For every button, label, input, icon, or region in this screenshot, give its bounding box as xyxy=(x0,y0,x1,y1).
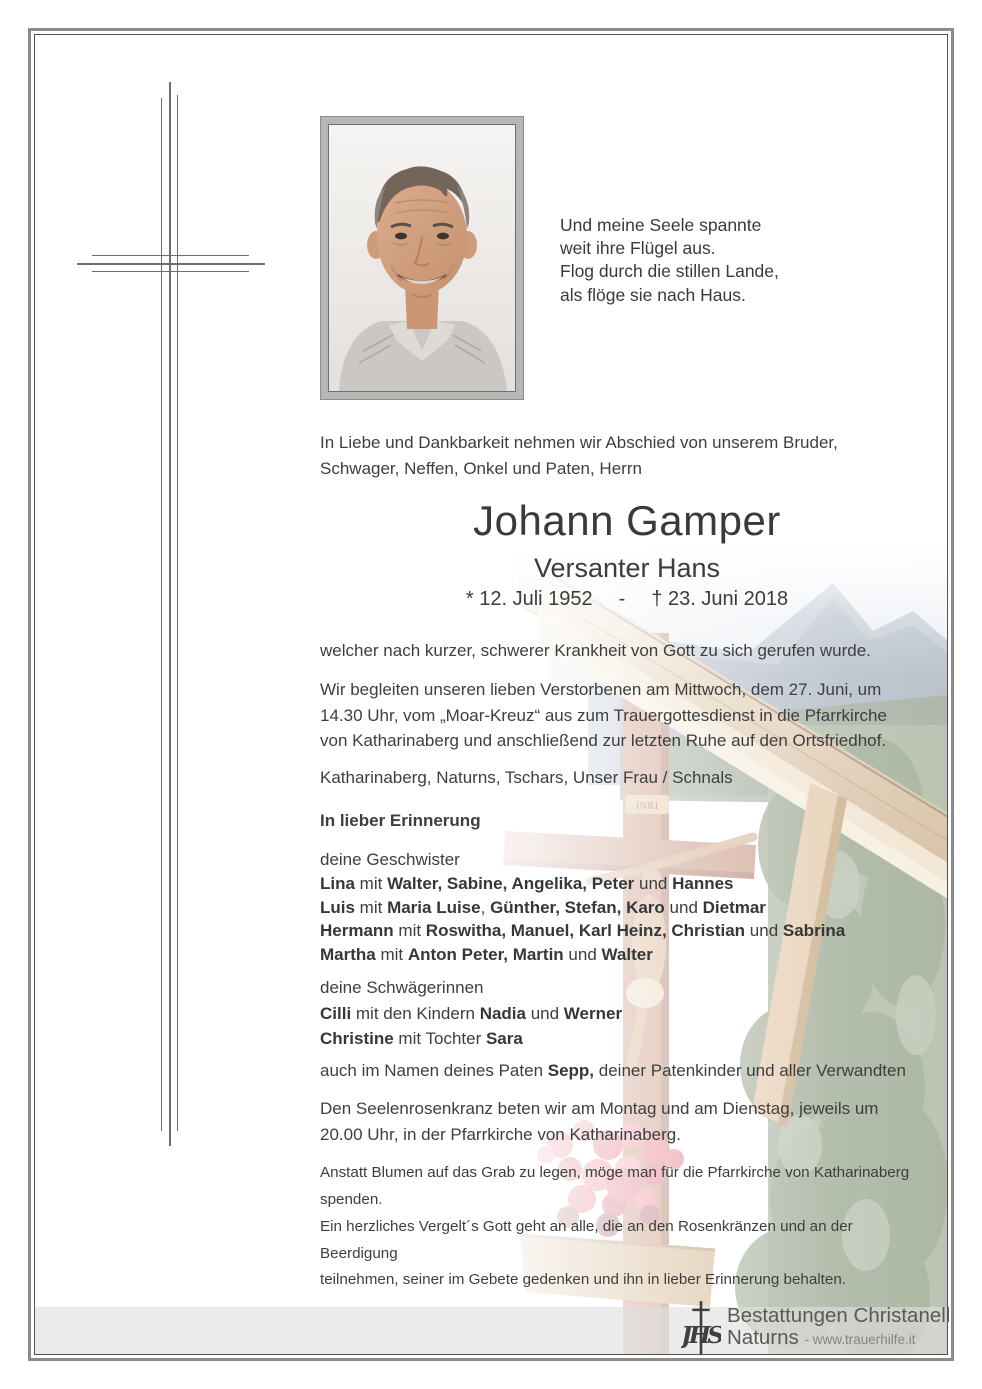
sisters-in-law-label: deine Schwägerinnen xyxy=(320,978,484,997)
cross-horizontal-main xyxy=(77,263,265,265)
portrait-illustration xyxy=(329,125,515,391)
cross-vertical-left xyxy=(161,98,162,1131)
deceased-name: Johann Gamper xyxy=(473,497,781,544)
siblings-label: deine Geschwister xyxy=(320,850,460,869)
website-separator: - xyxy=(804,1332,813,1347)
thanks-paragraph: Ein herzliches Vergelt´s Gott geht an alle, die an den Rosenkränzen und an der Beerdigung teilnehmen, seiner im Gebete gedenken und ihn in lieber Erinnerung behalten. xyxy=(320,1218,853,1288)
cross-horizontal-upper xyxy=(92,255,249,256)
remembrance-heading: In lieber Erinnerung xyxy=(320,811,481,830)
funeral-home-name: Bestattungen Christanell xyxy=(727,1304,951,1327)
dates-separator: - xyxy=(618,588,626,610)
funeral-paragraph: Wir begleiten unseren lieben Verstorbenen am Mittwoch, dem 27. Juni, um 14.30 Uhr, vom „Moar-Kreuz“ aus zum Trauergottesdienst in die Pfarrkirche von Katharinaberg und anschließend zur letzten Ruhe auf den Ortsfriedhof. xyxy=(320,680,887,750)
birth-date: 12. Juli 1952 xyxy=(479,588,593,610)
funeral-home-city: Naturns xyxy=(727,1326,799,1349)
sister-in-law-line: Christine mit Tochter Sara xyxy=(320,1029,523,1048)
life-dates xyxy=(320,587,934,611)
portrait-photo xyxy=(328,124,516,392)
sibling-line: Hermann mit Roswitha, Manuel, Karl Heinz, Christian und Sabrina xyxy=(320,921,846,941)
cross-horizontal-lower xyxy=(92,271,249,272)
cross-vertical-right xyxy=(177,95,178,1131)
godfather-line: auch im Namen deines Paten Sepp, deiner Patenkinder und aller Verwandten xyxy=(320,1061,906,1080)
sibling-line: Luis mit Maria Luise, Günther, Stefan, Karo und Dietmar xyxy=(320,897,766,917)
called-by-god-paragraph: welcher nach kurzer, schwerer Krankheit von Gott zu sich gerufen wurde. xyxy=(320,641,871,660)
website-link[interactable]: www.trauerhilfe.it xyxy=(812,1332,916,1347)
flowers-donation-paragraph: Anstatt Blumen auf das Grab zu legen, möge man für die Pfarrkirche von Katharinaberg spenden. xyxy=(320,1164,910,1208)
places-line: Katharinaberg, Naturns, Tschars, Unser Frau / Schnals xyxy=(320,768,733,787)
sisters-in-law-block xyxy=(320,975,934,1052)
funeral-home-info xyxy=(727,1305,950,1351)
death-cross-symbol: † xyxy=(651,588,663,610)
sibling-line: Martha mit Anton Peter, Martin und Walter xyxy=(320,945,653,965)
poem: Und meine Seele spannte weit ihre Flügel aus. Flog durch die stillen Lande, als flöge sie nach Haus. xyxy=(560,215,779,305)
death-date: 23. Juni 2018 xyxy=(668,588,789,610)
jhs-cross-logo-icon xyxy=(681,1301,721,1362)
siblings-block xyxy=(320,848,934,967)
intro-paragraph: In Liebe und Dankbarkeit nehmen wir Abschied von unserem Bruder, Schwager, Neffen, Onkel und Paten, Herrn xyxy=(320,433,838,478)
portrait-photo-frame xyxy=(320,116,524,400)
sister-in-law-line: Cilli mit den Kindern Nadia und Werner xyxy=(320,1003,623,1023)
sibling-line: Lina mit Walter, Sabine, Angelika, Peter und Hannes xyxy=(320,873,734,893)
svg-text:JHS: JHS xyxy=(681,1320,721,1349)
rosary-paragraph: Den Seelenrosenkranz beten wir am Montag und am Dienstag, jeweils um 20.00 Uhr, in der Pfarrkirche von Katharinaberg. xyxy=(320,1099,879,1144)
cross-vertical-center xyxy=(169,82,171,1146)
deceased-nickname: Versanter Hans xyxy=(533,553,721,583)
born-symbol: * xyxy=(465,588,474,610)
